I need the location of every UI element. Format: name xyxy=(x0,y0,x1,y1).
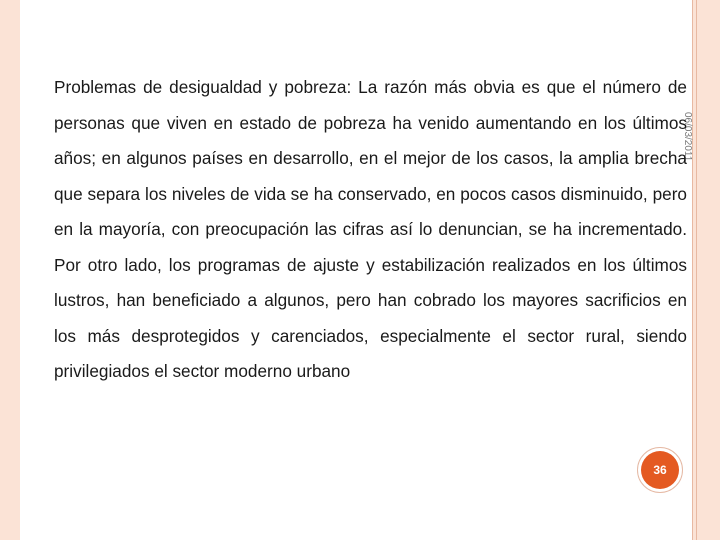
date-stamp: 06/03/2011 xyxy=(682,112,693,162)
vertical-rule-inner xyxy=(696,0,697,540)
body-paragraph: Problemas de desigualdad y pobreza: La razón más obvia es que el número de personas que viven en estado de pobreza ha venido aumentando en los últimos años; en algunos países en desarrollo, en el mejor de los casos, la amplia brecha que separa los niveles de vida se ha conservado, en pocos casos disminuido, pero en la mayoría, con preocupación las cifras así lo denuncian, se ha incrementado. Por otro lado, los programas de ajuste y estabilización realizados en los últimos lustros, han beneficiado a algunos, pero han cobrado los mayores sacrificios en los más desprotegidos y carenciados, especialmente el sector rural, siendo privilegiados el sector moderno urbano xyxy=(54,77,687,381)
page-number-badge xyxy=(637,447,683,493)
page-number: 36 xyxy=(641,451,679,489)
vertical-rule-outer xyxy=(692,0,693,540)
